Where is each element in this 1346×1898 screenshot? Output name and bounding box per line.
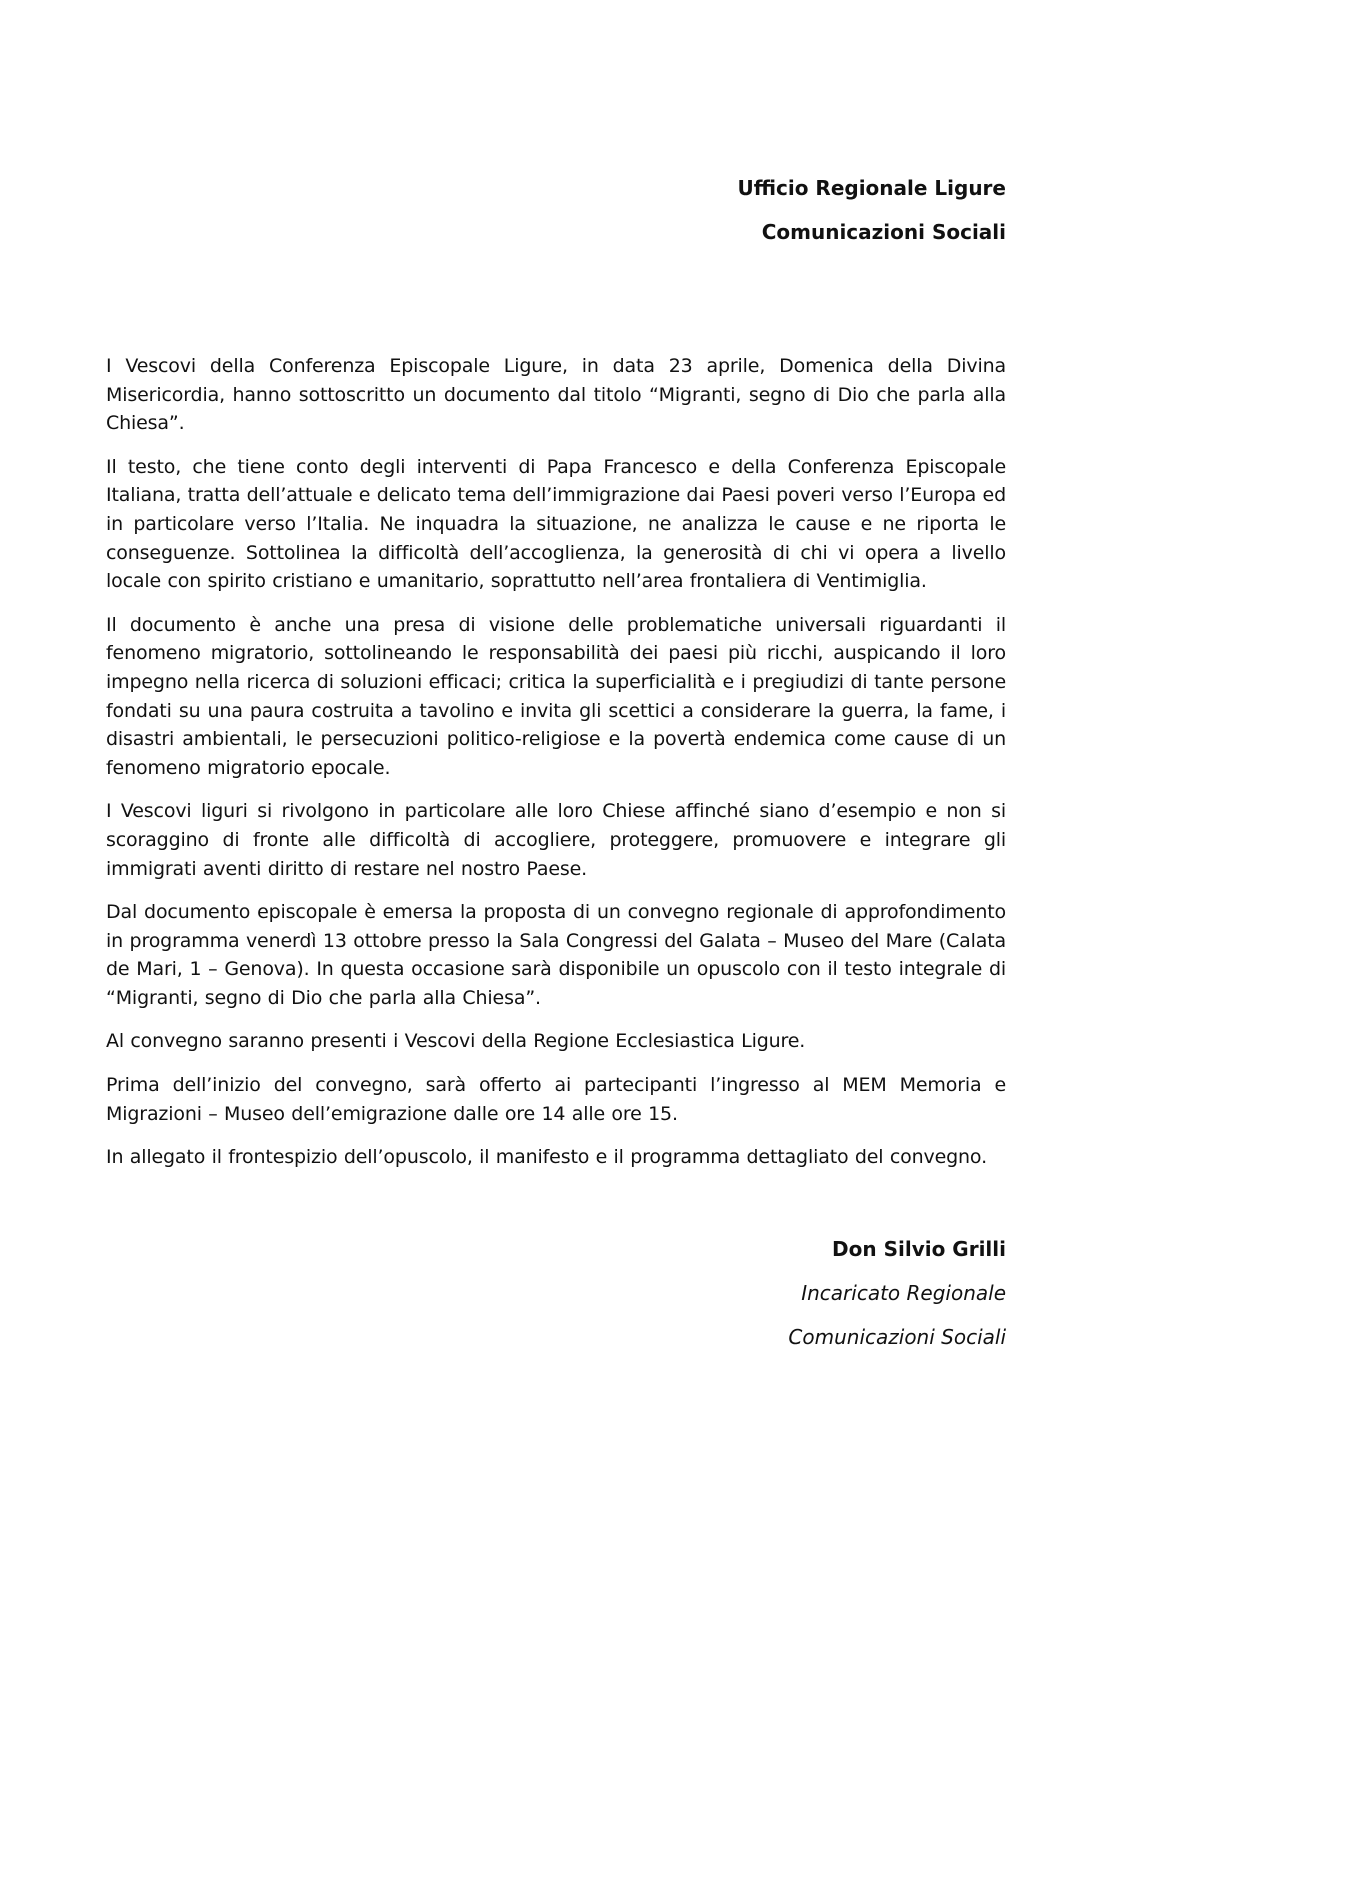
office-department: Comunicazioni Sociali [761,220,1006,244]
paragraph-museum-visit: Prima dell’inizio del convegno, sarà offerto ai partecipanti l’ingresso al MEM Memoria e Migrazioni – Museo dell’emigrazione dalle ore 14 alle ore 15. [106,1074,1006,1125]
signatory-name: Don Silvio Grilli [832,1237,1006,1261]
signatory-department: Comunicazioni Sociali [788,1325,1006,1349]
signatory-role: Incaricato Regionale [801,1281,1006,1305]
paragraph-text-summary: Il testo, che tiene conto degli interventi di Papa Francesco e della Conferenza Episcopale Italiana, tratta dell’attuale e delicato tema dell’immigrazione dai Paesi poveri verso l’Europa ed in particolare verso l’Italia. Ne inquadra la situazione, ne analizza le cause e ne riporta le conseguenze. Sottolinea la difficoltà dell’accoglienza, la generosità di chi vi opera a livello locale con spirito cristiano e umanitario, soprattutto nell’area frontaliera di Ventimiglia. [106,455,1006,593]
paragraph-attachments: In allegato il frontespizio dell’opuscolo, il manifesto e il programma dettagliato del convegno. [106,1146,987,1169]
letter-body [106,352,1006,1187]
office-name: Ufficio Regionale Ligure [737,176,1006,200]
paragraph-document-analysis: Il documento è anche una presa di visione delle problematiche universali riguardanti il fenomeno migratorio, sottolineando le responsabilità dei paesi più ricchi, auspicando il loro impegno nella ricerca di soluzioni efficaci; critica la superficialità e i pregiudizi di tante persone fondati su una paura costruita a tavolino e invita gli scettici a considerare la guerra, la fame, i disastri ambientali, le persecuzioni politico-religiose e la povertà endemica come cause di un fenomeno migratorio epocale. [106,613,1006,779]
paragraph-intro: I Vescovi della Conferenza Episcopale Ligure, in data 23 aprile, Domenica della Divina Misericordia, hanno sottoscritto un documento dal titolo “Migranti, segno di Dio che parla alla Chiesa”. [106,355,1006,435]
paragraph-attendees: Al convegno saranno presenti i Vescovi della Regione Ecclesiastica Ligure. [106,1030,806,1053]
paragraph-bishops-appeal: I Vescovi liguri si rivolgono in particolare alle loro Chiese affinché siano d’esempio e non si scoraggino di fronte alle difficoltà di accogliere, proteggere, promuovere e integrare gli immigrati aventi diritto di restare nel nostro Paese. [106,800,1006,880]
signature-block [106,1236,1006,1368]
paragraph-conference-proposal: Dal documento episcopale è emersa la proposta di un convegno regionale di approfondimento in programma venerdì 13 ottobre presso la Sala Congressi del Galata – Museo del Mare (Calata de Mari, 1 – Genova). In questa occasione sarà disponibile un opuscolo con il testo integrale di “Migranti, segno di Dio che parla alla Chiesa”. [106,901,1006,1009]
letterhead [106,176,1006,264]
